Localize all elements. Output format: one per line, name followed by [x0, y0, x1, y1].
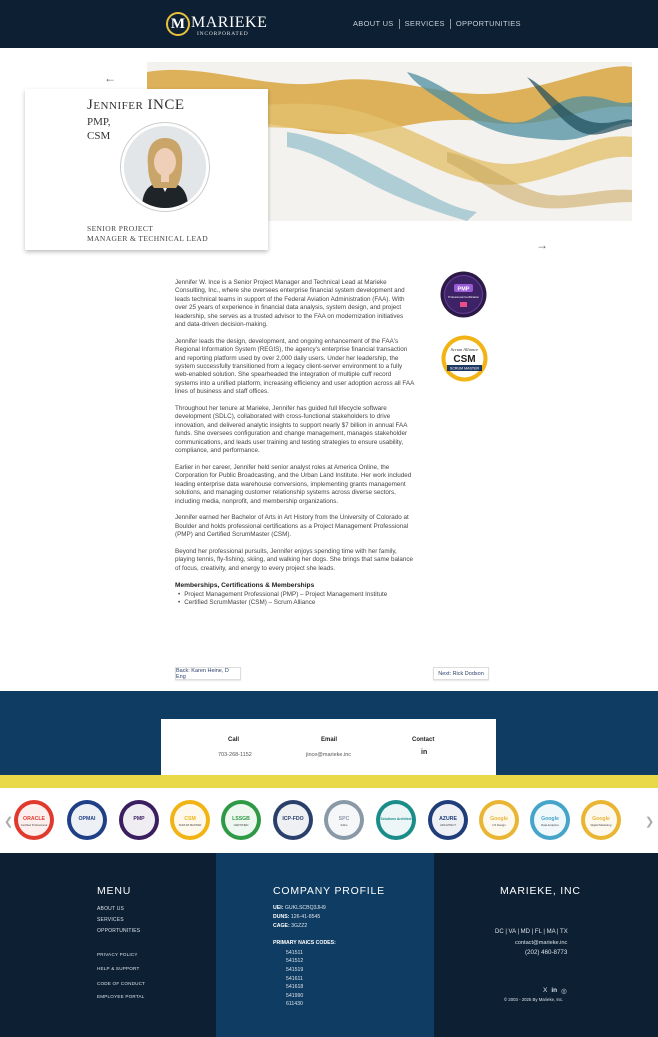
footer-link-opportunities[interactable]: OPPORTUNITIES: [97, 928, 141, 934]
profile-credential-csm: CSM: [87, 130, 111, 142]
svg-text:ICP-FDO: ICP-FDO: [282, 816, 304, 822]
membership-item: • Certified ScrumMaster (CSM) – Scrum Alliance: [178, 599, 415, 607]
naics-title: PRIMARY NAICS CODES:: [273, 940, 336, 946]
svg-text:SCRUM MASTER: SCRUM MASTER: [178, 823, 202, 827]
nav-opportunities[interactable]: OPPORTUNITIES: [450, 19, 526, 29]
svg-text:ARCHITECT: ARCHITECT: [439, 823, 457, 827]
pmp-badge-icon: [440, 271, 487, 318]
call-label: Call: [228, 737, 240, 743]
certification-badge-icon: [427, 799, 469, 841]
svg-text:Scrum Alliance: Scrum Alliance: [450, 347, 479, 352]
certification-badge-icon: [478, 799, 520, 841]
nav-services[interactable]: SERVICES: [399, 19, 450, 29]
previous-profile-button[interactable]: Back: Karen Heine, D Eng: [175, 667, 241, 680]
memberships-list: [175, 591, 415, 608]
svg-text:CSM: CSM: [184, 816, 196, 822]
nav-about-us[interactable]: ABOUT US: [353, 19, 394, 28]
certification-badge-icon: [66, 799, 108, 841]
certification-badge-icon: [529, 799, 571, 841]
company-name: MARIEKE, INC: [500, 885, 581, 897]
naics-code: 541519: [286, 967, 304, 973]
naics-code: 541512: [286, 958, 304, 964]
marieke-logo[interactable]: [166, 12, 268, 40]
svg-text:SCRUM MASTER: SCRUM MASTER: [449, 366, 480, 371]
x-icon[interactable]: X: [543, 987, 548, 994]
csm-badge-icon: [441, 335, 488, 382]
certification-badge-icon: [580, 799, 622, 841]
svg-text:SPC: SPC: [338, 816, 350, 822]
logo-subtitle: INCORPORATED: [197, 31, 249, 37]
svg-text:Google: Google: [541, 816, 559, 822]
locations: DC | VA | MD | FL | MA | TX: [495, 929, 568, 935]
certification-badge-icon: [272, 799, 314, 841]
svg-text:LSSGB: LSSGB: [232, 816, 250, 822]
certification-badge-icon: [220, 799, 262, 841]
svg-text:Digital Marketing: Digital Marketing: [590, 823, 612, 827]
footer-link-about[interactable]: ABOUT US: [97, 906, 125, 912]
bio-paragraph: Earlier in her career, Jennifer held senior analyst roles at America Online, the Corporation for Public Broadcasting, and the Urban Land Institute. Her work included leading enterprise data warehouse conversions, implementing grants management solutions, and managing customer relationship systems across diverse sectors, including media, nonprofit, and membership organizations.: [175, 463, 412, 505]
svg-text:Certified Professional: Certified Professional: [20, 823, 48, 827]
certification-badge-icon: [323, 799, 365, 841]
footer-link-privacy[interactable]: PRIVACY POLICY: [97, 952, 138, 957]
footer-link-employee-portal[interactable]: EMPLOYEE PORTAL: [97, 994, 145, 999]
svg-text:Solutions Architect: Solutions Architect: [380, 817, 412, 821]
svg-text:PMP: PMP: [457, 286, 470, 293]
naics-code: 541990: [286, 993, 304, 999]
svg-text:UX Design: UX Design: [492, 823, 506, 827]
svg-text:SAFe: SAFe: [340, 823, 348, 827]
instagram-icon[interactable]: ◎: [561, 988, 567, 995]
bio-paragraph: Jennifer W. Ince is a Senior Project Manager and Technical Lead at Marieke Consulting, Inc., where she oversees enterprise financial system development and leads technical teams in support of the Federal Aviation Administration (FAA). With over 25 years of experience in financial data analysis, system design, and project leadership, she serves as a trusted advisor to the FAA on modernization initiatives and data-driven decision-making.: [175, 279, 405, 329]
svg-text:AZURE: AZURE: [439, 816, 457, 822]
linkedin-icon[interactable]: in: [551, 987, 558, 994]
call-value[interactable]: 703-268-1152: [218, 752, 252, 758]
svg-text:OPMAI: OPMAI: [78, 816, 96, 822]
bio-section: [175, 279, 415, 608]
next-profile-button[interactable]: Next: Rick Dodson: [433, 667, 489, 680]
footer-menu-title: MENU: [97, 885, 132, 897]
footer-link-conduct[interactable]: CODE OF CONDUCT: [97, 981, 146, 986]
membership-item: • Project Management Professional (PMP) – Project Management Institute: [178, 591, 415, 599]
linkedin-icon[interactable]: in: [421, 749, 428, 756]
svg-text:Google: Google: [592, 816, 610, 822]
certification-badge-icon: [169, 799, 211, 841]
naics-code: 541611: [286, 976, 303, 982]
company-profile-title: COMPANY PROFILE: [273, 885, 385, 897]
svg-text:ORACLE: ORACLE: [23, 816, 45, 822]
strip-prev-arrow-icon[interactable]: ❮: [4, 816, 14, 828]
footer-phone[interactable]: (202) 460-8773: [525, 949, 568, 956]
svg-text:CSM: CSM: [453, 354, 476, 365]
next-arrow-icon[interactable]: →: [536, 238, 548, 252]
naics-code: 541511: [286, 950, 303, 956]
certification-badge-icon: [118, 799, 160, 841]
profile-photo: [121, 123, 209, 211]
contact-label: Contact: [412, 737, 435, 743]
bio-paragraph: Jennifer earned her Bachelor of Arts in Art History from the University of Colorado at Boulder and holds professional certifications as a Project Management Professional (PMP) and Certified ScrumMaster (CSM).: [175, 514, 409, 539]
profile-card: [25, 89, 268, 250]
profile-title-line-1: SENIOR PROJECT: [87, 224, 154, 233]
bio-paragraph: Jennifer leads the design, development, and ongoing enhancement of the FAA's Regional Information System (REGIS), the agency's enterprise financial transaction and reporting platform used by over 2,000 daily users. Under her leadership, the system successfully transitioned from a legacy client-server environment to a fully web-enabled solution. She spearheaded the integration of multiple cuff record systems into a unified platform, increasing efficiency and user adoption across all FAA lines of business and staff offices.: [175, 337, 414, 396]
naics-code: 541618: [286, 984, 304, 990]
bio-paragraph: Beyond her professional pursuits, Jennifer enjoys spending time with her family, playing tennis, fly-fishing, skiing, and walking her dogs. She brings that same balance of focus, creativity, and energy to every project she leads.: [175, 547, 414, 572]
naics-code: 611430: [286, 1001, 303, 1007]
svg-text:Google: Google: [490, 816, 508, 822]
svg-text:Data Analytics: Data Analytics: [541, 823, 559, 827]
bio-paragraph: Throughout her tenure at Marieke, Jennifer has guided full lifecycle software development (SDLC), collaborated with cross-functional stakeholders to drive innovation, and delivered analytic insights to support nearly $7 billion in annual FAA funds. She oversees configuration and change management, manages stakeholder communications, and leads user training and testing strategies to ensure usability, compliance, and performance.: [175, 405, 408, 455]
accent-band: [0, 775, 658, 788]
logo-name: MARIEKE: [191, 14, 268, 31]
profile-credential-pmp: PMP,: [87, 116, 111, 128]
site-header: [0, 0, 658, 48]
svg-text:CERTIFIED: CERTIFIED: [233, 823, 249, 827]
back-arrow-icon[interactable]: ←: [104, 71, 116, 85]
email-value[interactable]: jince@marieke.inc: [306, 752, 352, 758]
certification-badge-icon: [375, 799, 417, 841]
cage-row: CAGE: 3GZZ2: [273, 923, 308, 929]
certification-badge-icon: [13, 799, 55, 841]
memberships-title: Memberships, Certifications & Memberships: [175, 581, 315, 589]
strip-next-arrow-icon[interactable]: ❯: [645, 816, 655, 828]
logo-mark-icon: M: [166, 12, 190, 36]
social-links: [543, 987, 567, 995]
svg-text:PMP: PMP: [133, 816, 145, 822]
uei-row: UEI: GUKLSCBQ3JH9: [273, 905, 326, 911]
svg-text:Professional Certification: Professional Certification: [448, 295, 479, 299]
profile-name: Jennifer INCE: [87, 97, 185, 113]
duns-row: DUNS: 126-41-8545: [273, 914, 321, 920]
profile-title-line-2: MANAGER & TECHNICAL LEAD: [87, 234, 209, 243]
email-label: Email: [321, 737, 338, 743]
contact-card: [161, 719, 496, 775]
footer-email[interactable]: contact@marieke.inc: [515, 940, 568, 946]
copyright: © 2003 - 2025 By Marieke, Inc.: [504, 997, 564, 1002]
main-nav: [348, 17, 526, 31]
footer-link-help[interactable]: HELP & SUPPORT: [97, 966, 140, 971]
footer-link-services[interactable]: SERVICES: [97, 917, 124, 923]
